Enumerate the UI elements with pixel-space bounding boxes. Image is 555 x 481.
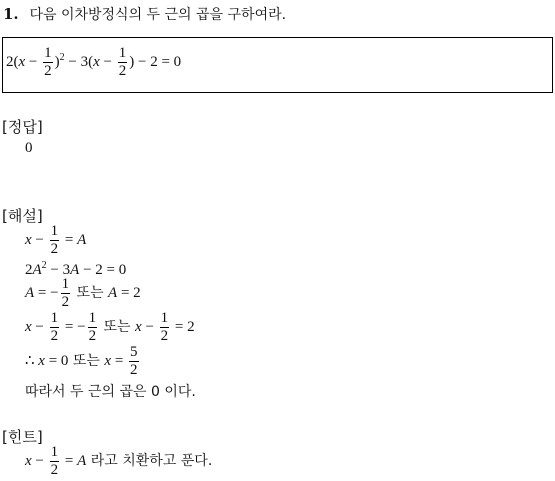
question-text: 다음 이차방정식의 두 근의 곱을 구하여라. <box>29 7 287 23</box>
explanation-conclusion: 따라서 두 근의 곱은 0 이다. <box>25 384 196 400</box>
explanation-line-2: $2A^2 - 3A - 2 = 0$ <box>25 260 127 278</box>
explanation-line-5: ∴ x = 0 또는 x = $\frac{5}{2}$ <box>25 344 138 378</box>
explanation-line-4: x − $\frac{1}{2}$ = − $\frac{1}{2}$ 또는 x − $\frac{1}{2}$ = 2 <box>25 310 195 344</box>
explanation-heading: [해설] <box>2 207 43 225</box>
question-header <box>3 4 286 24</box>
answer-heading: [정답] <box>2 118 43 136</box>
explanation-line-1: x − $\frac{1}{2}$ = A <box>25 223 87 257</box>
answer-value: 0 <box>25 140 33 156</box>
hint-heading: [힌트] <box>2 428 43 446</box>
question-number: 1. <box>3 5 19 23</box>
fraction-one-half: $\frac{1}{2}$ <box>118 45 127 79</box>
explanation-line-3: A = − $\frac{1}{2}$ 또는 A = 2 <box>25 276 141 310</box>
hint-line: x − $\frac{1}{2}$ = A 라고 치환하고 푼다. <box>25 444 213 478</box>
fraction-one-half: $\frac{1}{2}$ <box>44 45 52 79</box>
question-equation: 2(x − $\frac{1}{2}$ )$^2$ − 3(x − $\frac{1}{2}$ ) − 2 = 0 <box>6 45 182 79</box>
